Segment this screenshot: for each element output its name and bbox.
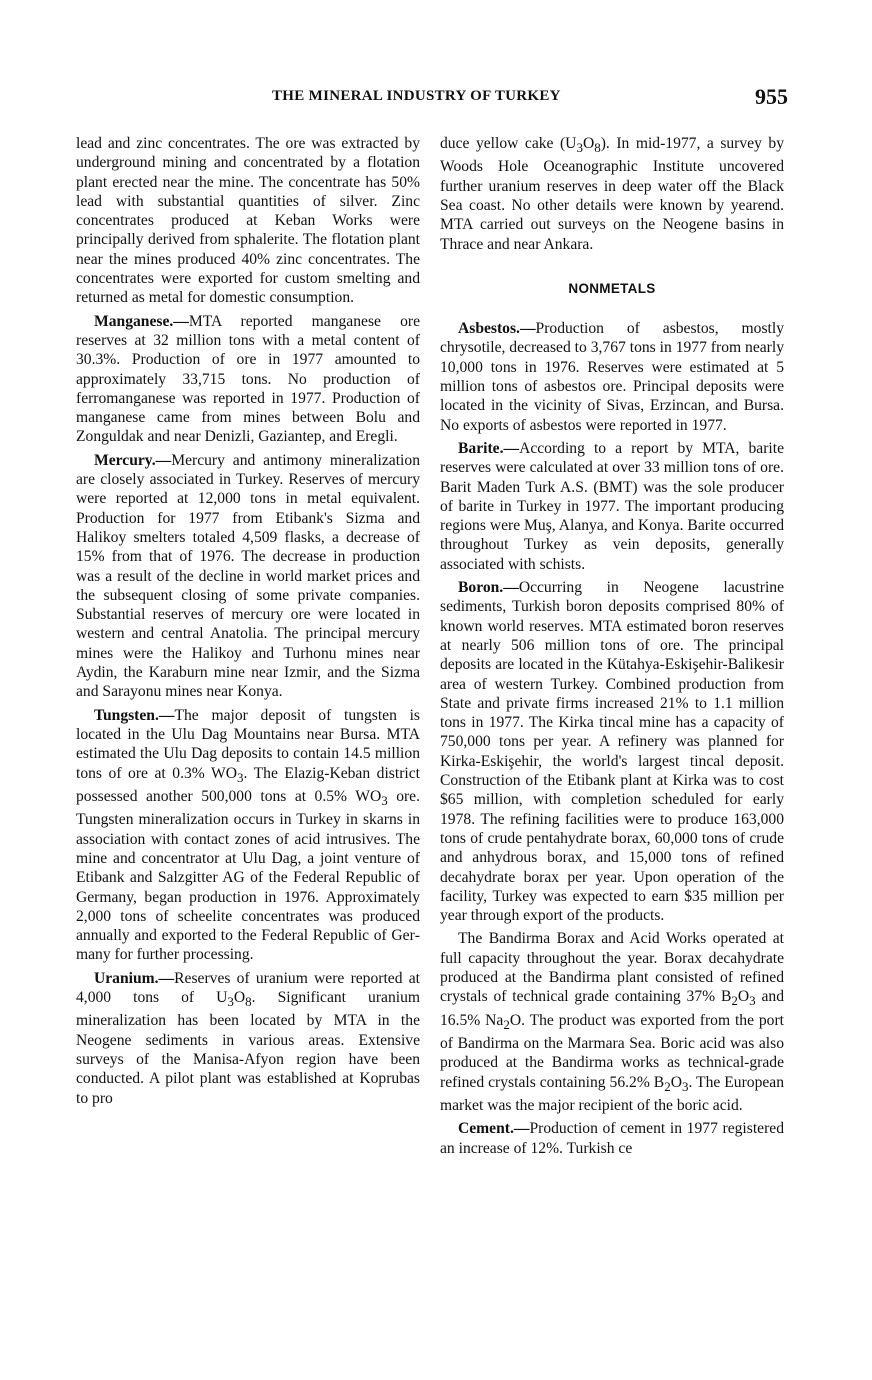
formula-text: O	[737, 988, 750, 1006]
paragraph-text: ). In mid-1977, a survey by Woods Hole Oceanographic Institute uncovered further uranium reserves in deep water off the Black Sea coast. No other details were known by yearend. MTA carried out surveys on the Neogene basins in Thrace and near Ankara.	[440, 135, 785, 253]
paragraph-text: Mercury and antimony mineralization are closely associated in Turkey. Reserves of mercury were reported at 12,000 tons in metal equivalent. Production for 1977 from Etibank's Sizma and Halikoy smelters totaled 4,509 flasks, a decrease of 15% from that of 1976. The decrease in production was a result of the decline in world market prices and the subsequent closing of some private companies. Substantial reserves of mercury ore were located in western and central Anatolia. The principal mercury mines were the Halikoy and Turhonu mines near Aydin, the Karaburn mine near Izmir, and the Sizma and Sarayonu mines near Konya.	[76, 451, 420, 701]
subscript: 3	[381, 793, 388, 809]
paragraph-asbestos	[440, 319, 784, 435]
paragraph-bandirma	[440, 929, 784, 1115]
paragraph-text: and 16.5% Na	[440, 988, 784, 1029]
section-heading-nonmetals: NONMETALS	[568, 280, 656, 296]
term-barite: Barite.—	[458, 439, 520, 457]
subscript: 3	[576, 140, 583, 156]
paragraph-text: According to a report by MTA, barite reserves were calculated at over 33 million tons of ore. Barit Maden Turk A.S. (BMT) was the sole producer of barite in Turkey in 1977. The important producing regions were Muş, Alanya, and Konya. Barite occurred throughout Turkey as vein deposits, generally associated with schists.	[440, 439, 784, 573]
paragraph-lead-zinc	[76, 134, 420, 308]
paragraph-text: The major deposit of tungsten is located in the Ulu Dag Mountains near Bursa. MTA estimated the Ulu Dag deposits to contain 14.5 million tons of ore at 0.3% WO	[76, 706, 420, 782]
paragraph-text: Occurring in Neogene lacustrine sediments, Turkish boron deposits comprised 80% of known world reserves. MTA estimated boron reserves at nearly 506 million tons of ore. The principal deposits are located in the Kütahya-Eskişehir-Balikesir area of western Turkey. Combined production from State and private firms increased 21% to 1.1 million tons in 1977. The Kirka tincal mine has a capacity of 750,000 tons per year. A refinery was planned for Kirka-Eskişehir, the world's largest tincal deposit. Construction of the Etibank plant at Kirka was to cost $65 million, with completion scheduled for early 1978. The refining facilities were to produce 163,000 tons of crude pentahydrate borax, 60,000 tons of crude and anhydrous borax, and 15,000 tons of refined decahydrate borax per year. Upon operation of the facility, Turkey was expected to earn $35 million per year through export of the products.	[440, 579, 784, 925]
subscript: 3	[237, 769, 244, 785]
running-title: THE MINERAL INDUSTRY OF TURKEY	[272, 88, 561, 104]
paragraph-text: ore. Tungsten mineralization occurs in Turkey in skarns in association with contact zones of acid intrusives. The mine and concentrator at Ulu Dag, a joint venture of Etibank and Salzgitter AG of the Federal Republic of Germany, began production in 1976. Approximately 2,000 tons of scheelite concentrates was produced annually and exported to the Federal Republic of Germany for further processing.	[76, 787, 421, 964]
paragraph-text: Production of cement in 1977 registered an increase of 12%. Turkish ce	[440, 1120, 784, 1157]
term-boron: Boron.—	[458, 579, 519, 597]
paragraph-text: The Bandirma Borax and Acid Works operated at full capacity throughout the year. Borax decahydrate produced at the Bandirma plant consisted of refined crystals of technical grade containing 37% B	[440, 930, 784, 1006]
left-column	[76, 134, 420, 1108]
term-manganese: Manganese.—	[94, 312, 189, 330]
term-asbestos: Asbestos.—	[458, 320, 536, 338]
subscript: 2	[503, 1016, 510, 1032]
formula-text: O	[233, 988, 246, 1006]
subscript: 3	[749, 993, 756, 1009]
page-number: 955	[755, 84, 788, 109]
paragraph-text: duce yellow cake (U	[440, 135, 577, 152]
term-uranium: Uranium.—	[94, 969, 175, 987]
term-mercury: Mercury.—	[94, 451, 172, 469]
right-column	[440, 134, 784, 1158]
paragraph-barite	[440, 439, 784, 574]
paragraph-uranium-cont	[440, 134, 784, 254]
paragraph-text: Reserves of uranium were reported at 4,000 tons of U	[76, 969, 420, 1006]
paragraph-text: O. The product was exported from the port of Bandirma on the Marmara Sea. Boric acid was also produced at the Bandirma works as technical-grade refined crystals containing 56.2% B	[440, 1011, 784, 1091]
subscript: 2	[664, 1078, 671, 1094]
subscript: 8	[594, 140, 601, 156]
term-cement: Cement.—	[458, 1120, 530, 1138]
paragraph-text: . The European market was the major recipient of the boric acid.	[440, 1073, 785, 1115]
subscript: 3	[681, 1078, 689, 1094]
subscript: 8	[245, 994, 252, 1010]
subscript: 3	[227, 994, 234, 1010]
formula-text: O	[582, 135, 595, 152]
paragraph-manganese	[76, 312, 420, 447]
paragraph-mercury	[76, 451, 420, 702]
paragraph-boron	[440, 578, 784, 925]
paragraph-cement	[440, 1119, 784, 1158]
subscript: 2	[731, 993, 738, 1009]
paragraph-tungsten	[76, 706, 420, 965]
running-header	[76, 84, 788, 114]
paragraph-text: MTA reported manganese ore reserves at 32 million tons with a metal content of 30.3%. Production of ore in 1977 amounted to approximately 33,715 tons. No production of ferromanganese was reported in 1977. Production of manganese came from mines between Bolu and Zonguldak and near Denizli, Gaziantep, and Eregli.	[76, 312, 420, 446]
formula-text: O	[670, 1073, 682, 1091]
paragraph-text: lead and zinc concentrates. The ore was extracted by underground mining and concentrated by a flotation plant erected near the mine. The concentrate has 50% lead with substantial quantities of silver. Zinc concentrates produced at Keban Works were principally derived from sphalerite. The flotation plant near the mines produced 40% zinc concentrates. The concentrates were exported for custom smelting and returned as metal for domestic consumption.	[76, 135, 420, 307]
paragraph-text: Production of asbestos, mostly chrysotile, decreased to 3,767 tons in 1977 from nearly 10,000 tons in 1976. Reserves were estimated at 5 million tons of asbestos ore. Principal deposits were located in the vicinity of Sivas, Erzincan, and Bursa. No exports of asbestos were reported in 1977.	[440, 320, 784, 434]
term-tungsten: Tungsten.—	[94, 706, 175, 724]
paragraph-text: . Significant uranium mineralization has been located by MTA in the Neogene sediments in various areas. Extensive surveys of the Manisa-Afyon region have been conducted. A pilot plant was established at Koprubas to pro	[76, 988, 421, 1107]
paragraph-uranium	[76, 969, 420, 1108]
paragraph-text: . The Elazig-Keban district possessed another 500,000 tons at 0.5% WO	[76, 764, 420, 805]
